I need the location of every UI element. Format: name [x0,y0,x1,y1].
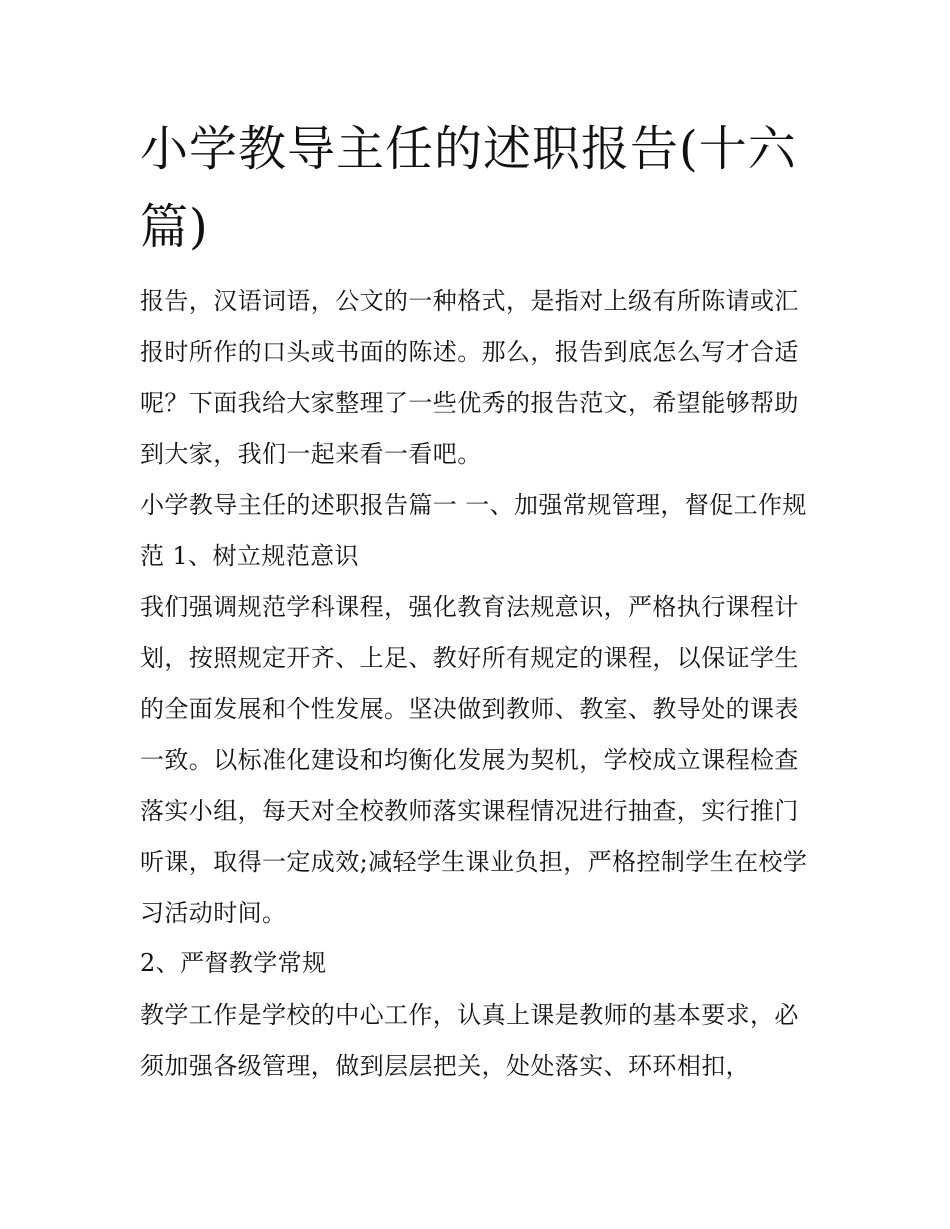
teaching-paragraph: 教学工作是学校的中心工作，认真上课是教师的基本要求，必须加强各级管理，做到层层把关，处处落实、环环相扣， [140,1001,799,1080]
document-title: 小学教导主任的述职报告(十六篇) [140,121,797,255]
subsection-heading: 2、严督教学常规 [140,949,327,977]
section-heading-paragraph: 小学教导主任的述职报告篇一 一、加强常规管理，督促工作规范 1、树立规范意识 [140,491,807,570]
intro-paragraph: 报告，汉语词语，公文的一种格式，是指对上级有所陈请或汇报时所作的口头或书面的陈述。那么，报告到底怎么写才合适呢？下面我给大家整理了一些优秀的报告范文，希望能够帮助到大家，我们一起来看一看吧。 [140,287,799,468]
curriculum-paragraph: 我们强调规范学科课程，强化教育法规意识，严格执行课程计划，按照规定开齐、上足、教好所有规定的课程，以保证学生的全面发展和个性发展。坚决做到教师、教室、教导处的课表一致。以标准化建设和均衡化发展为契机，学校成立课程检查落实小组，每天对全校教师落实课程情况进行抽查，实行推门听课，取得一定成效;减轻学生课业负担，严格控制学生在校学习活动时间。 [140,593,808,927]
